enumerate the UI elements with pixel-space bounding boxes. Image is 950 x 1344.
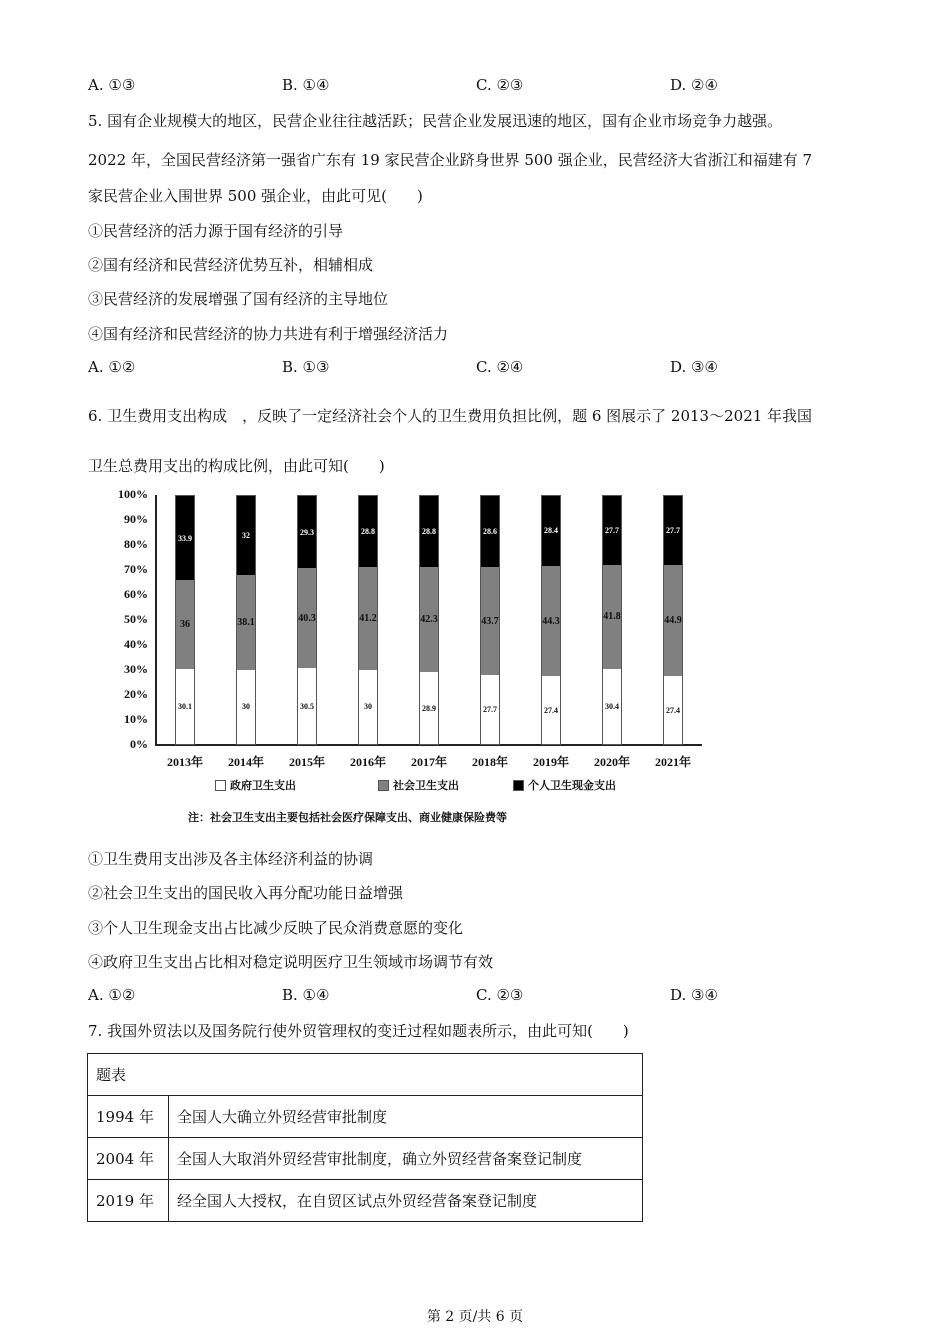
q5-statement-3: ③民营经济的发展增强了国有经济的主导地位 [88,290,389,308]
legend-item-personal: 个人卫生现金支出 [513,777,616,793]
q5-stem-line-1: 5. 国有企业规模大的地区，民营企业往往越活跃；民营企业发展迅速的地区，国有企业市场竞争力越强。 [88,112,783,130]
q6-stem-line-2: 卫生总费用支出的构成比例，由此可知( ) [88,457,385,475]
bar-segment-gov: 27.7 [481,675,499,744]
page-footer: 第 2 页/共 6 页 [426,1309,524,1325]
health-expenditure-chart [100,485,720,830]
q5-stem-line-3: 家民营企业入围世界 500 强企业，由此可见( ) [88,187,423,205]
table-row [88,1180,643,1222]
bar-segment-soc: 36 [176,580,194,669]
chart-bar [419,495,439,745]
bar-segment-soc: 38.1 [237,575,255,669]
bar-segment-soc: 44.9 [664,565,682,676]
bar-segment-gov: 30.1 [176,669,194,744]
q4-option-a: A. ①③ [88,76,136,94]
bar-segment-per: 27.7 [664,496,682,565]
table-cell-year: 1994 年 [88,1096,169,1138]
table-cell-year: 2004 年 [88,1138,169,1180]
legend-swatch-social [378,780,389,791]
q4-options [88,76,788,96]
table-cell-year: 2019 年 [88,1180,169,1222]
q5-statement-4: ④国有经济和民营经济的协力共进有利于增强经济活力 [88,325,449,343]
q6-option-b: B. ①④ [282,986,330,1004]
q5-statement-1: ①民营经济的活力源于国有经济的引导 [88,222,344,240]
chart-bar [358,495,378,745]
x-tick-label: 2017年 [410,755,447,769]
y-axis [155,495,157,745]
bar-segment-per: 27.7 [603,496,621,565]
bar-segment-gov: 30 [237,670,255,744]
bar-segment-soc: 41.2 [359,567,377,669]
bar-segment-per: 32 [237,496,255,575]
q5-option-a: A. ①② [88,358,136,376]
chart-bar [175,495,195,745]
bar-segment-gov: 27.4 [542,676,560,744]
x-tick-label: 2014年 [227,755,264,769]
chart-bar [663,495,683,745]
legend-item-social: 社会卫生支出 [378,777,459,793]
q5-statement-2: ②国有经济和民营经济优势互补，相辅相成 [88,256,374,274]
q6-option-d: D. ③④ [670,986,718,1004]
q4-option-d: D. ②④ [670,76,718,94]
q6-statement-1: ①卫生费用支出涉及各主体经济利益的协调 [88,850,374,868]
legend-swatch-gov [215,780,226,791]
chart-note: 注：社会卫生支出主要包括社会医疗保障支出、商业健康保险费等 [188,811,507,824]
y-tick-label: 100% [118,487,148,501]
bar-segment-gov: 30.4 [603,669,621,744]
q6-option-a: A. ①② [88,986,136,1004]
y-tick-label: 70% [124,562,148,576]
bar-segment-gov: 27.4 [664,676,682,744]
q5-option-c: C. ②④ [476,358,524,376]
bar-segment-gov: 28.9 [420,672,438,744]
chart-bar [480,495,500,745]
q6-option-c: C. ②③ [476,986,524,1004]
bar-segment-gov: 30.5 [298,668,316,744]
y-tick-label: 20% [124,687,148,701]
x-tick-label: 2021年 [654,755,691,769]
q5-options [88,358,788,378]
q6-statement-3: ③个人卫生现金支出占比减少反映了民众消费意愿的变化 [88,919,464,937]
table-title: 题表 [88,1054,643,1096]
q6-statement-4: ④政府卫生支出占比相对稳定说明医疗卫生领域市场调节有效 [88,953,494,971]
q4-option-b: B. ①④ [282,76,330,94]
bar-segment-per: 28.8 [359,496,377,567]
q7-stem: 7. 我国外贸法以及国务院行使外贸管理权的变迁过程如题表所示，由此可知( ) [88,1022,629,1040]
bar-segment-per: 28.6 [481,496,499,567]
chart-bar [541,495,561,745]
y-tick-label: 90% [124,512,148,526]
bar-segment-per: 29.3 [298,496,316,569]
y-tick-label: 40% [124,637,148,651]
x-tick-label: 2019年 [532,755,569,769]
bar-segment-soc: 44.3 [542,566,560,676]
y-tick-label: 30% [124,662,148,676]
q5-option-d: D. ③④ [670,358,718,376]
chart-bar [602,495,622,745]
x-tick-label: 2020年 [593,755,630,769]
table-cell-event: 经全国人大授权，在自贸区试点外贸经营备案登记制度 [169,1180,643,1222]
q6-options [88,986,788,1006]
q6-statement-2: ②社会卫生支出的国民收入再分配功能日益增强 [88,884,404,902]
x-tick-label: 2013年 [166,755,203,769]
legend-swatch-personal [513,780,524,791]
bar-segment-per: 28.8 [420,496,438,567]
table-row [88,1138,643,1180]
table-cell-event: 全国人大取消外贸经营审批制度，确立外贸经营备案登记制度 [169,1138,643,1180]
y-tick-label: 80% [124,537,148,551]
bar-segment-soc: 40.3 [298,568,316,668]
q7-table [87,1053,643,1222]
bar-segment-soc: 43.7 [481,567,499,675]
q5-option-b: B. ①③ [282,358,330,376]
x-tick-label: 2016年 [349,755,386,769]
bar-segment-soc: 42.3 [420,567,438,672]
q6-stem-line-1: 6. 卫生费用支出构成 ，反映了一定经济社会个人的卫生费用负担比例，题 6 图展示了 2013～2021 年我国 [88,407,813,425]
table-cell-event: 全国人大确立外贸经营审批制度 [169,1096,643,1138]
x-tick-label: 2018年 [471,755,508,769]
bar-segment-per: 33.9 [176,496,194,580]
q5-stem-line-2: 2022 年，全国民营经济第一强省广东有 19 家民营企业跻身世界 500 强企业，民营经济大省浙江和福建有 7 [88,151,813,169]
q4-option-c: C. ②③ [476,76,524,94]
y-tick-label: 60% [124,587,148,601]
bar-segment-soc: 41.8 [603,565,621,669]
bar-segment-per: 28.4 [542,496,560,566]
chart-bar [297,495,317,745]
y-tick-label: 50% [124,612,148,626]
table-title-row [88,1054,643,1096]
y-tick-label: 10% [124,712,148,726]
x-tick-label: 2015年 [288,755,325,769]
bar-segment-gov: 30 [359,670,377,744]
legend-item-gov: 政府卫生支出 [215,777,296,793]
table-row [88,1096,643,1138]
y-tick-label: 0% [130,737,148,751]
chart-bar [236,495,256,745]
